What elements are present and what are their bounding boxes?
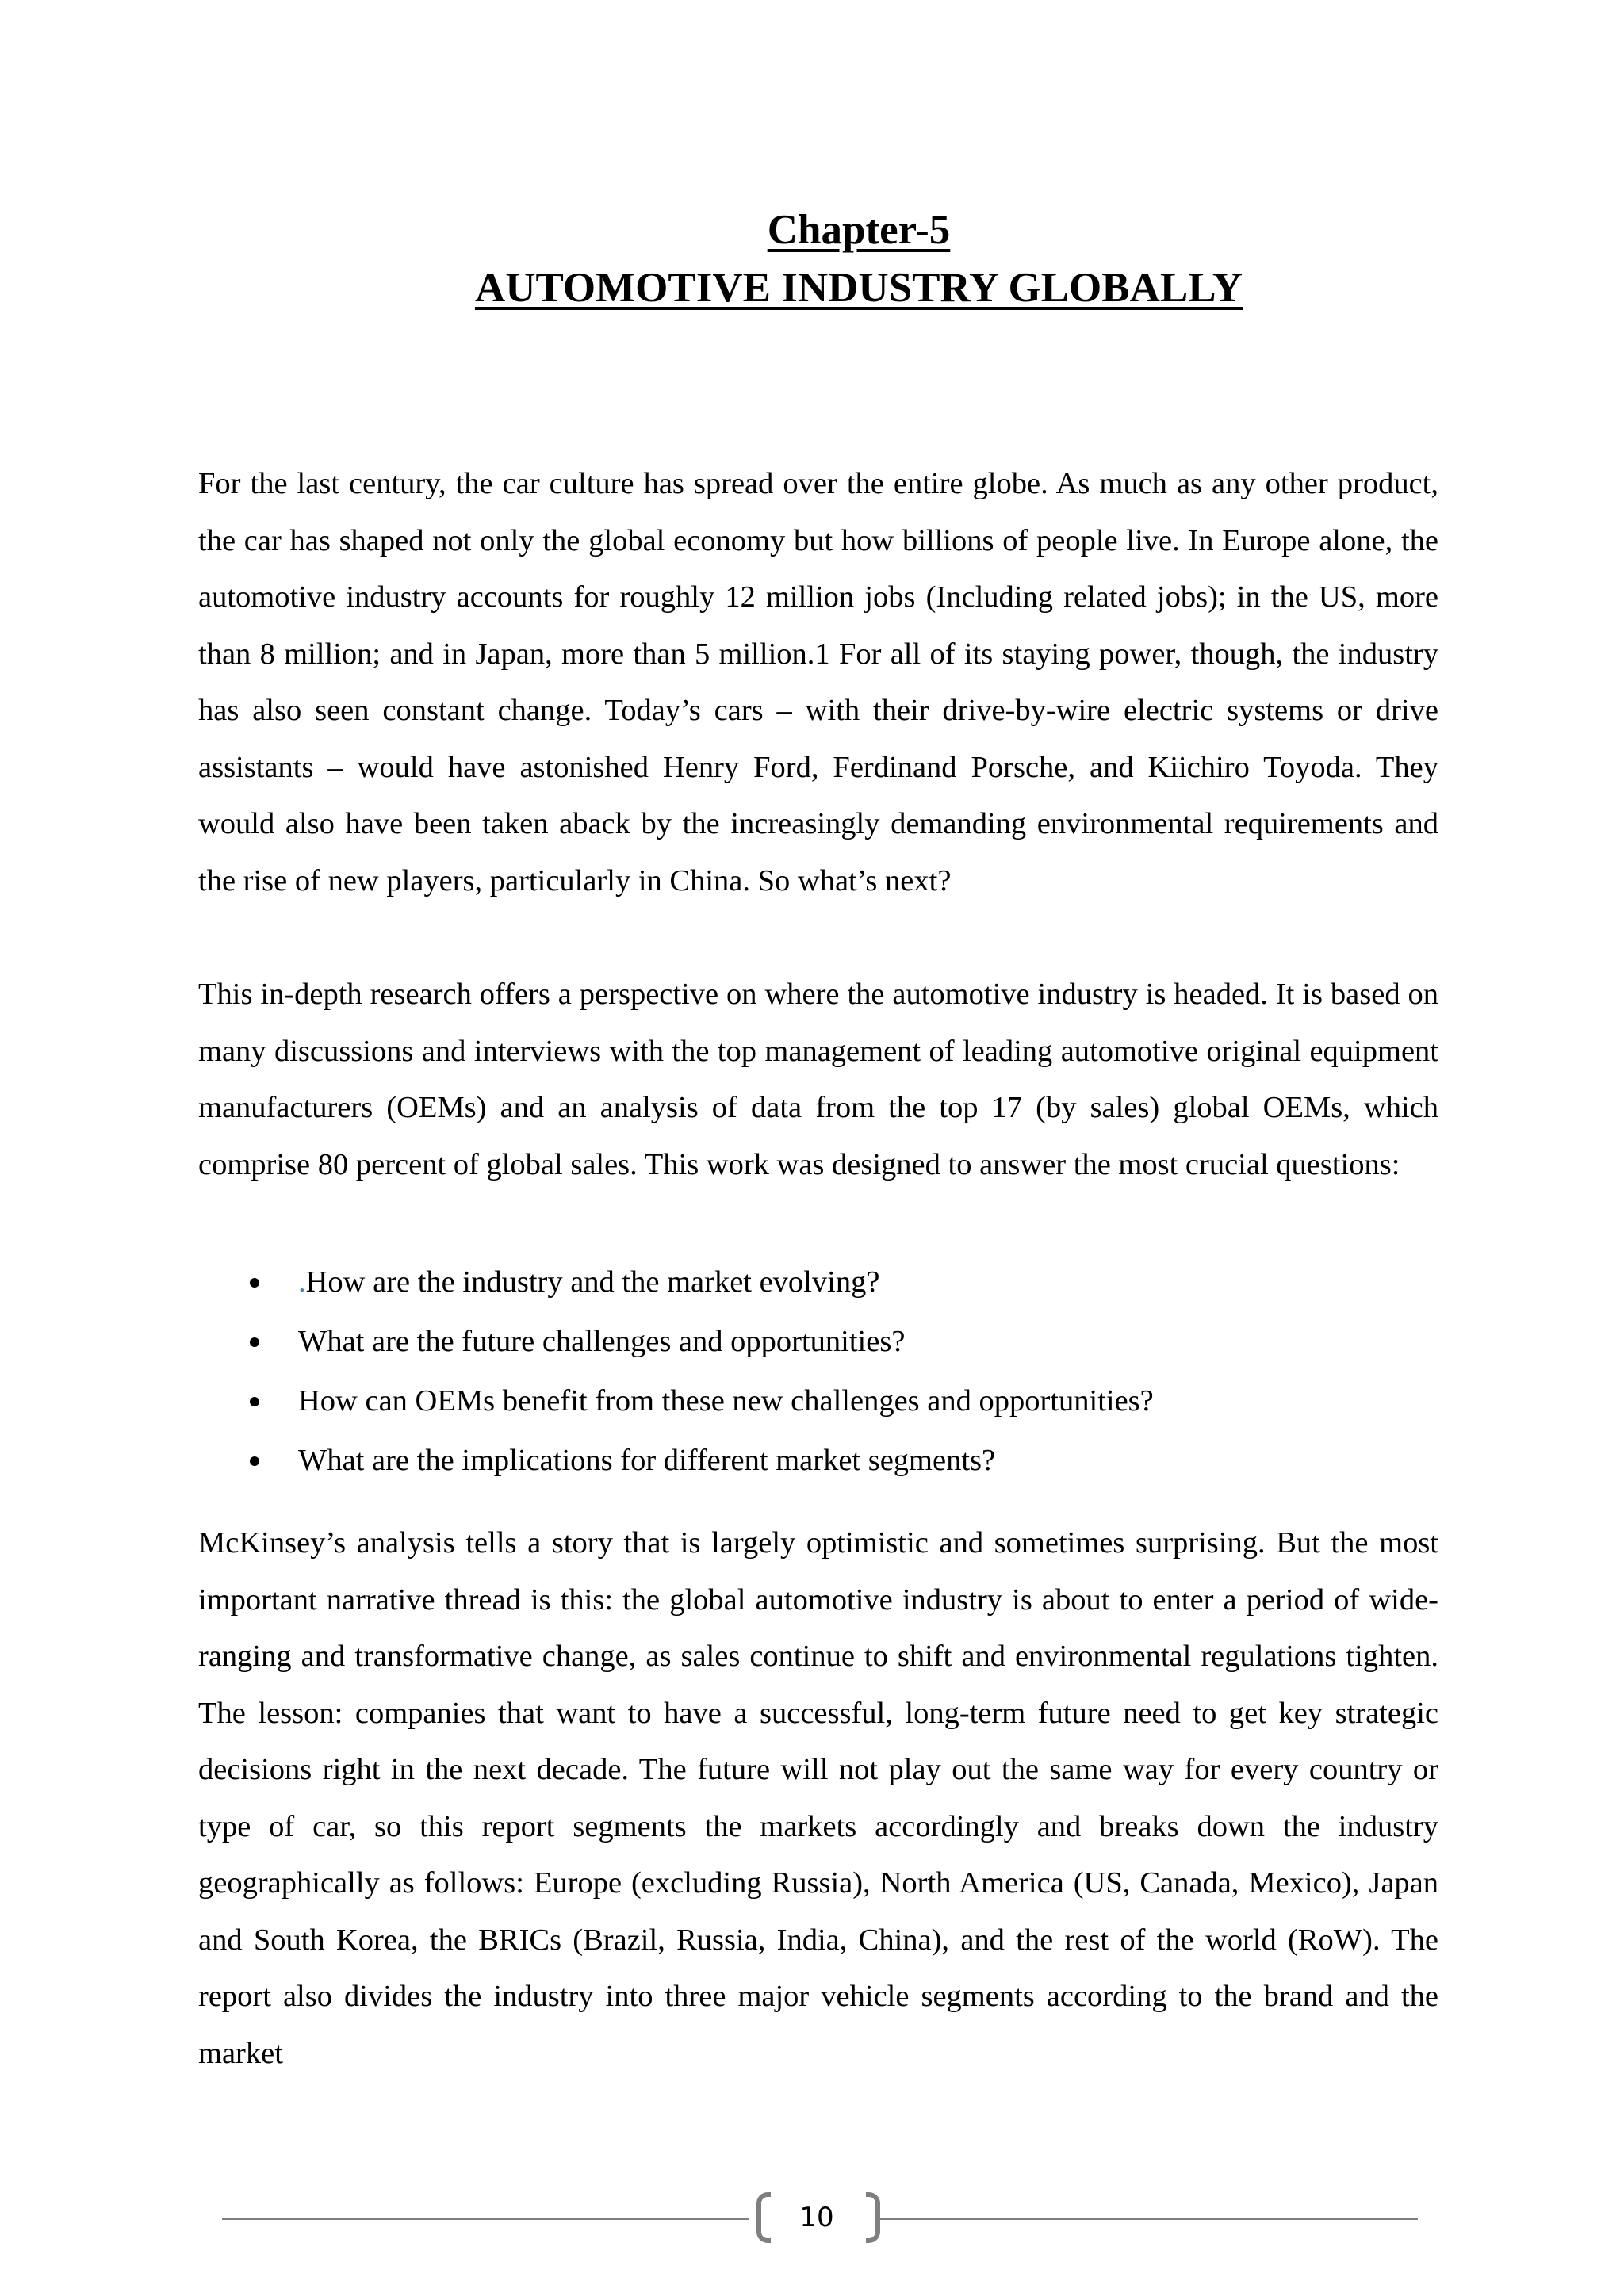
stray-dot: . [298,1265,306,1299]
chapter-number: Chapter-5 [767,207,951,253]
list-item-text: How are the industry and the market evolving? [305,1265,880,1299]
paragraph-intro: For the last century, the car culture has spread over the entire globe. As much as any other product, the car has shaped not only the global economy but how billions of people live. In Europe alone, the automotive industry accounts for roughly 12 million jobs (Including related jobs); in the US, more than 8 million; and in Japan, more than 5 million.1 For all of its staying power, though, the industry has also seen constant change. Today’s cars – with their drive-by-wire electric systems or drive assistants – would have astonished Henry Ford, Ferdinand Porsche, and Kiichiro Toyoda. They would also have been taken aback by the increasingly demanding environmental requirements and the rise of new players, particularly in China. So what’s next? [198,467,1438,897]
list-item [198,1372,1438,1431]
bullet-icon [250,1397,259,1406]
list-item [198,1312,1438,1372]
list-item [198,1253,1438,1312]
bullet-icon [250,1278,259,1288]
questions-list [198,1253,1438,1490]
footer-rule-left [222,2218,749,2220]
footer-rule-right [876,2218,1418,2220]
list-item-text: What are the implications for different market segments? [298,1444,996,1477]
bullet-icon [250,1337,259,1347]
list-item-text: How can OEMs benefit from these new challenges and opportunities? [298,1384,1154,1418]
page-number: 10 [799,2202,834,2233]
footer-bracket-left-icon [756,2192,771,2243]
bullet-icon [250,1456,259,1466]
paragraph-analysis: McKinsey’s analysis tells a story that is largely optimistic and sometimes surprising. But the most important narrative thread is this: the global automotive industry is about to enter a period of wide-ranging and transformative change, as sales continue to shift and environmental regulations tighten. The lesson: companies that want to have a successful, long-term future need to get key strategic decisions right in the next decade. The future will not play out the same way for every country or type of car, so this report segments the markets accordingly and breaks down the industry geographically as follows: Europe (excluding Russia), North America (US, Canada, Mexico), Japan and South Korea, the BRICs (Brazil, Russia, India, China), and the rest of the world (RoW). The report also divides the industry into three major vehicle segments according to the brand and the market [198,1526,1438,2070]
list-item-text: What are the future challenges and opportunities? [298,1325,906,1358]
chapter-title: AUTOMOTIVE INDUSTRY GLOBALLY [474,265,1243,311]
list-item [198,1431,1438,1490]
paragraph-research: This in-depth research offers a perspective on where the automotive industry is headed. It is based on many discussions and interviews with the top management of leading automotive original equipment manufacturers (OEMs) and an analysis of data from the top 17 (by sales) global OEMs, which comprise 80 percent of global sales. This work was designed to answer the most crucial questions: [198,978,1438,1181]
